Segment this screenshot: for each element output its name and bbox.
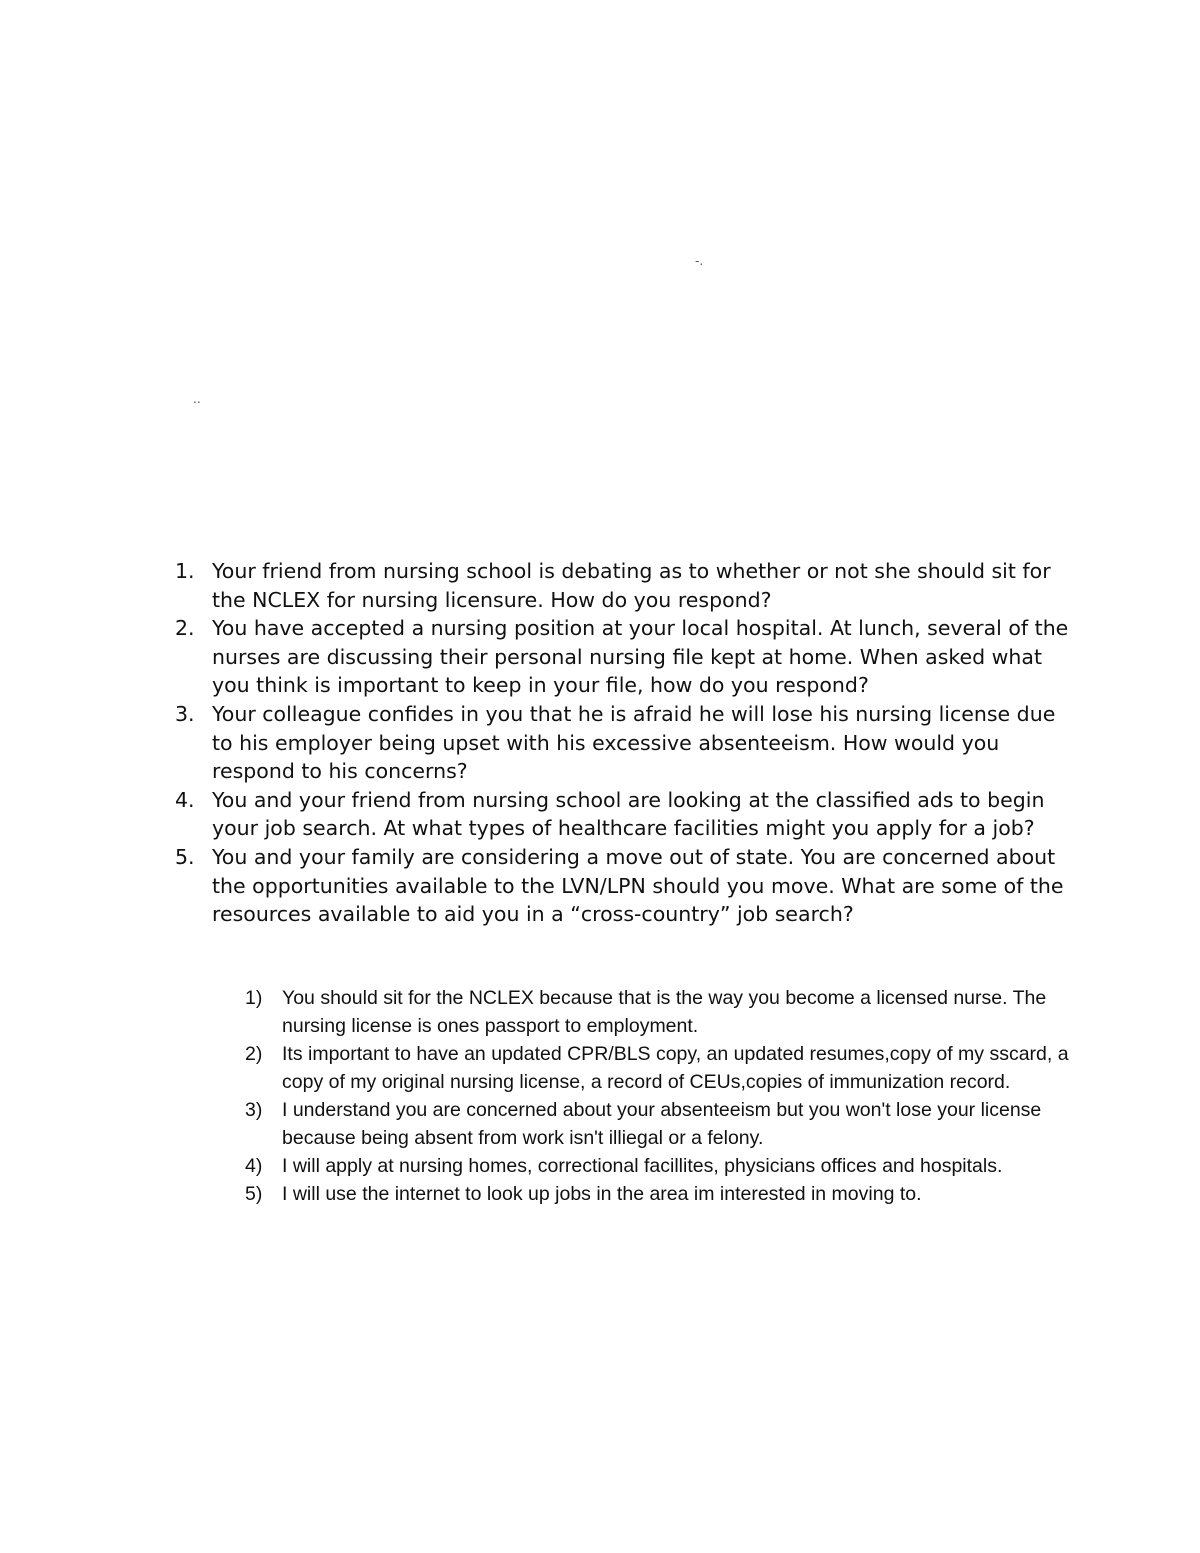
question-number: 3. (175, 701, 195, 726)
question-item-5 (170, 843, 1070, 929)
question-number: 5. (175, 844, 195, 869)
answer-item-4 (245, 1152, 1075, 1180)
question-item-1 (170, 557, 1070, 614)
answer-number: 2) (245, 1043, 263, 1065)
question-text: Your friend from nursing school is debating as to whether or not she should sit for the NCLEX for nursing licensure. How do you respond? (212, 559, 1051, 612)
answer-item-2 (245, 1040, 1075, 1096)
answer-number: 3) (245, 1099, 263, 1121)
answer-item-5 (245, 1180, 1075, 1208)
question-number: 2. (175, 616, 195, 641)
answer-item-3 (245, 1096, 1075, 1152)
answer-text: You should sit for the NCLEX because that is the way you become a licensed nurse. The nursing license is ones passport to employment. (282, 987, 1047, 1037)
question-text: You and your family are considering a move out of state. You are concerned about the opportunities available to the LVN/LPN should you move. What are some of the resources available to aid you in a “cross-country” job search? (212, 844, 1064, 927)
answer-number: 1) (245, 987, 263, 1009)
answer-item-1 (245, 984, 1075, 1040)
question-item-4 (170, 786, 1070, 843)
answer-list (245, 984, 1075, 1208)
stray-mark: -. (695, 254, 704, 268)
question-number: 4. (175, 787, 195, 812)
answer-text: I will use the internet to look up jobs in the area im interested in moving to. (282, 1183, 922, 1205)
question-text: You have accepted a nursing position at your local hospital. At lunch, several of the nurses are discussing their personal nursing file kept at home. When asked what you think is important to keep in your file, how do you respond? (212, 616, 1069, 698)
answer-text: Its important to have an updated CPR/BLS copy, an updated resumes,copy of my sscard, a copy of my original nursing license, a record of CEUs,copies of immunization record. (282, 1043, 1069, 1093)
question-number: 1. (175, 559, 195, 583)
question-item-2 (170, 614, 1070, 700)
answer-number: 5) (245, 1183, 263, 1205)
question-text: Your colleague confides in you that he is afraid he will lose his nursing license due to his employer being upset with his excessive absenteeism. How would you respond to his concerns? (212, 701, 1056, 784)
question-text: You and your friend from nursing school are looking at the classified ads to begin your job search. At what types of healthcare facilities might you apply for a job? (212, 787, 1045, 841)
question-list (170, 557, 1070, 929)
question-item-3 (170, 700, 1070, 786)
stray-mark: .. (193, 392, 201, 406)
answer-number: 4) (245, 1155, 263, 1177)
answer-text: I will apply at nursing homes, correctional facillites, physicians offices and hospitals. (282, 1155, 1003, 1177)
answer-text: I understand you are concerned about your absenteeism but you won't lose your license because being absent from work isn't illiegal or a felony. (282, 1099, 1042, 1149)
